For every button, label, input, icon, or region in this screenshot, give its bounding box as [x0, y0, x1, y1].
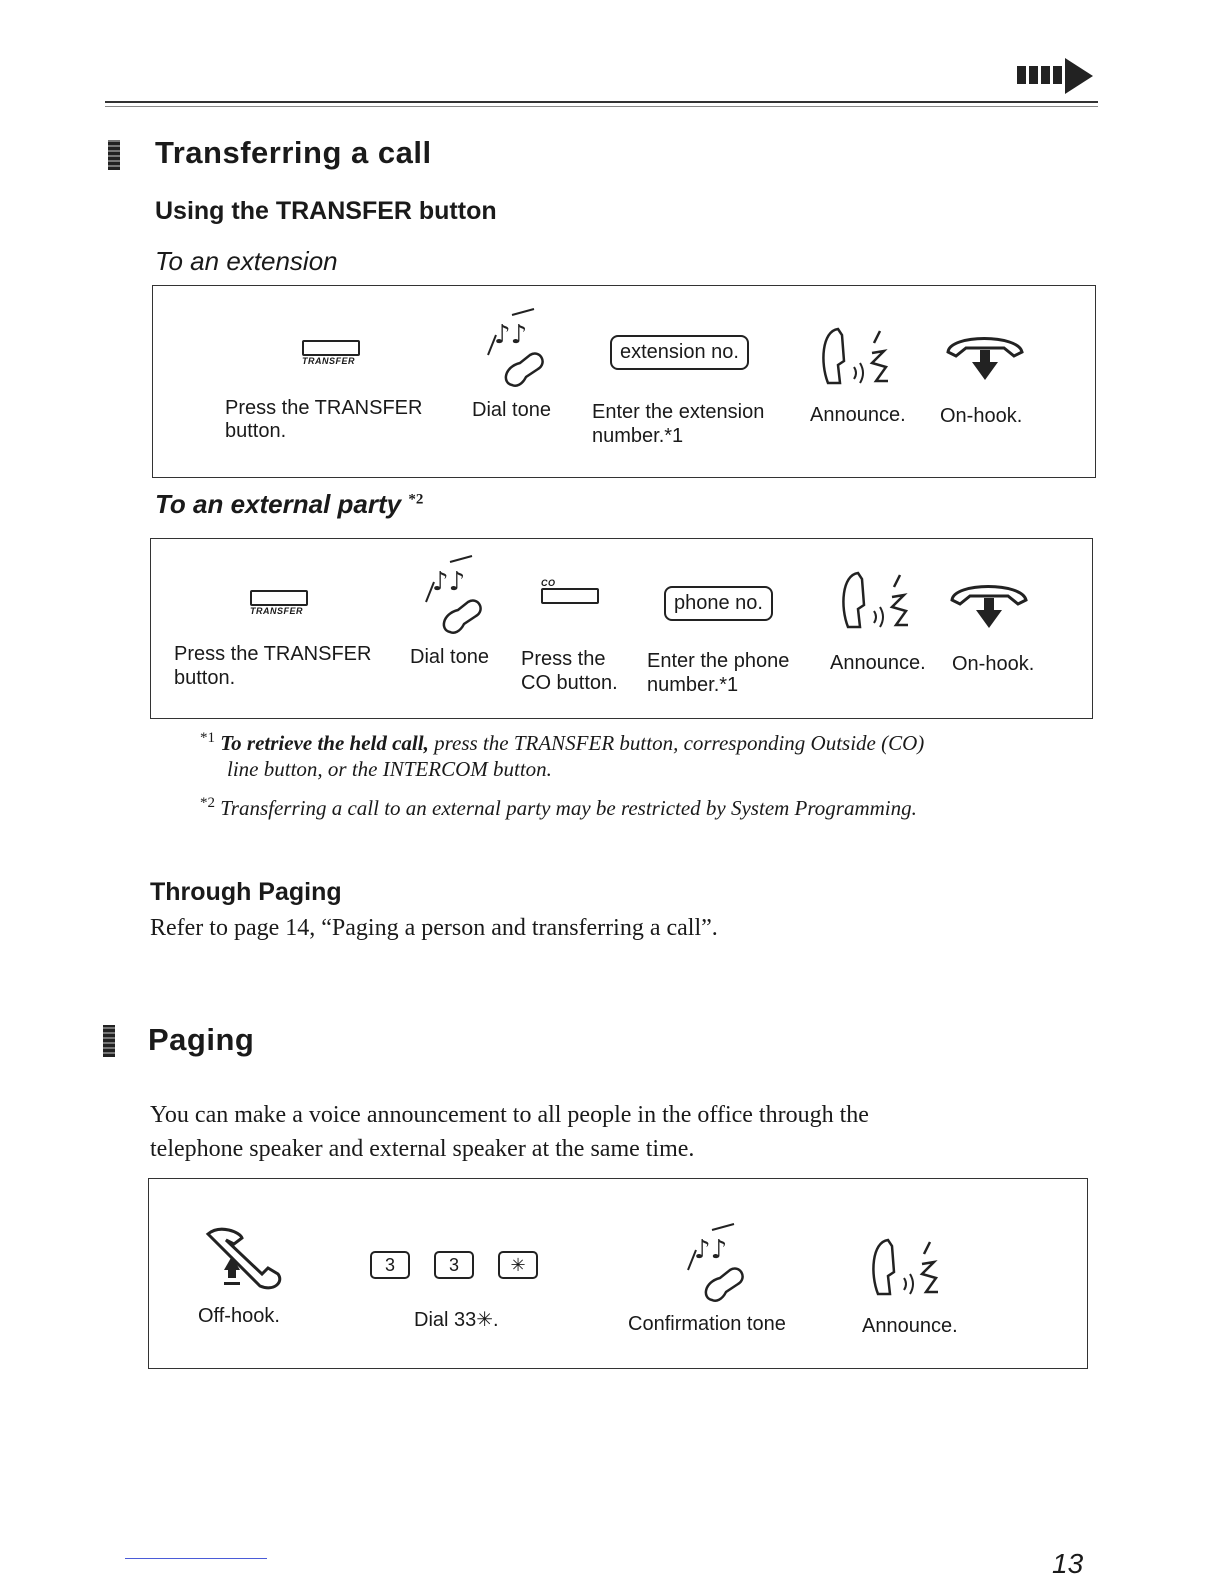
off-hook-icon [200, 1224, 290, 1294]
caption-press-co: Press the [521, 648, 606, 670]
svg-text:♪♪: ♪♪ [694, 1235, 728, 1265]
caption-on-hook-ext: On-hook. [952, 653, 1035, 675]
announce-icon [818, 323, 898, 393]
footer-rule [125, 1558, 267, 1559]
key-3-first: 3 [370, 1251, 410, 1279]
announce-icon-paging [868, 1234, 948, 1304]
dial-tone-icon-external [420, 552, 490, 637]
caption-press-transfer: Press the TRANSFER [225, 397, 423, 419]
caption-dial-33-star: Dial 33✳. [414, 1309, 499, 1331]
section-title-transfer: Transferring a call [155, 135, 432, 170]
caption-off-hook: Off-hook. [198, 1305, 280, 1327]
caption-announce: Announce. [810, 404, 906, 426]
section-marker-paging [103, 1025, 115, 1057]
announce-icon-external [838, 567, 918, 637]
page-number: 13 [1052, 1548, 1084, 1579]
caption-dial-tone: Dial tone [472, 399, 551, 421]
caption-press-transfer-ext: Press the TRANSFER [174, 643, 372, 665]
subtitle-transfer-button: Using the TRANSFER button [155, 197, 497, 225]
on-hook-icon-external [944, 578, 1034, 638]
footnote-2: $^{*2}$ Transferring a call to an external party may be restricted by System Programming. [200, 795, 917, 820]
co-button-graphic: CO [541, 578, 599, 604]
transfer-button-graphic: TRANSFER [302, 340, 360, 366]
footnote-1: $^{*1}$ To retrieve the held call, press the TRANSFER button, corresponding Outside (CO) [200, 730, 925, 755]
extension-number-field: extension no. [610, 335, 749, 370]
key-star: ✳ [498, 1251, 538, 1279]
dial-tone-icon [482, 305, 552, 390]
heading-through-paging: Through Paging [150, 878, 342, 906]
key-3-second: 3 [434, 1251, 474, 1279]
caption-enter-extension-2: number.*1 [592, 425, 684, 447]
caption-announce-ext: Announce. [830, 652, 926, 674]
transfer-button-graphic-external: TRANSFER [250, 590, 308, 616]
on-hook-icon [940, 330, 1030, 390]
heading-to-extension: To an extension [155, 246, 338, 276]
caption-press-co-2: CO button. [521, 672, 618, 694]
caption-confirmation-tone: Confirmation tone [628, 1313, 786, 1335]
caption-press-transfer-ext-2: button. [174, 667, 236, 689]
header-rule [105, 101, 1098, 103]
heading-to-external: To an external party $^{*2}$ [155, 489, 424, 519]
confirmation-tone-icon [682, 1220, 752, 1305]
caption-press-transfer-2: button. [225, 420, 287, 442]
caption-announce-paging: Announce. [862, 1315, 958, 1337]
caption-on-hook: On-hook. [940, 405, 1023, 427]
caption-enter-phone: Enter the phone [647, 650, 790, 672]
paging-intro-line2: telephone speaker and external speaker at the same time. [150, 1136, 695, 1162]
caption-dial-tone-ext: Dial tone [410, 646, 489, 668]
paging-intro-line1: You can make a voice announcement to all people in the office through the [150, 1102, 869, 1128]
phone-number-field: phone no. [664, 586, 773, 621]
continue-arrow-icon [1015, 56, 1095, 96]
section-marker [108, 140, 120, 170]
section-title-paging: Paging [148, 1022, 255, 1057]
header-rule-thin [105, 106, 1098, 107]
caption-enter-extension: Enter the extension [592, 401, 765, 423]
paging-reference-text: Refer to page 14, “Paging a person and transferring a call”. [150, 915, 718, 941]
svg-text:♪♪: ♪♪ [494, 320, 528, 350]
footnote-ref-2: *2 [408, 491, 424, 508]
caption-enter-phone-2: number.*1 [647, 674, 739, 696]
footnote-1-line2: line button, or the INTERCOM button. [227, 757, 552, 781]
svg-text:♪♪: ♪♪ [432, 567, 466, 597]
